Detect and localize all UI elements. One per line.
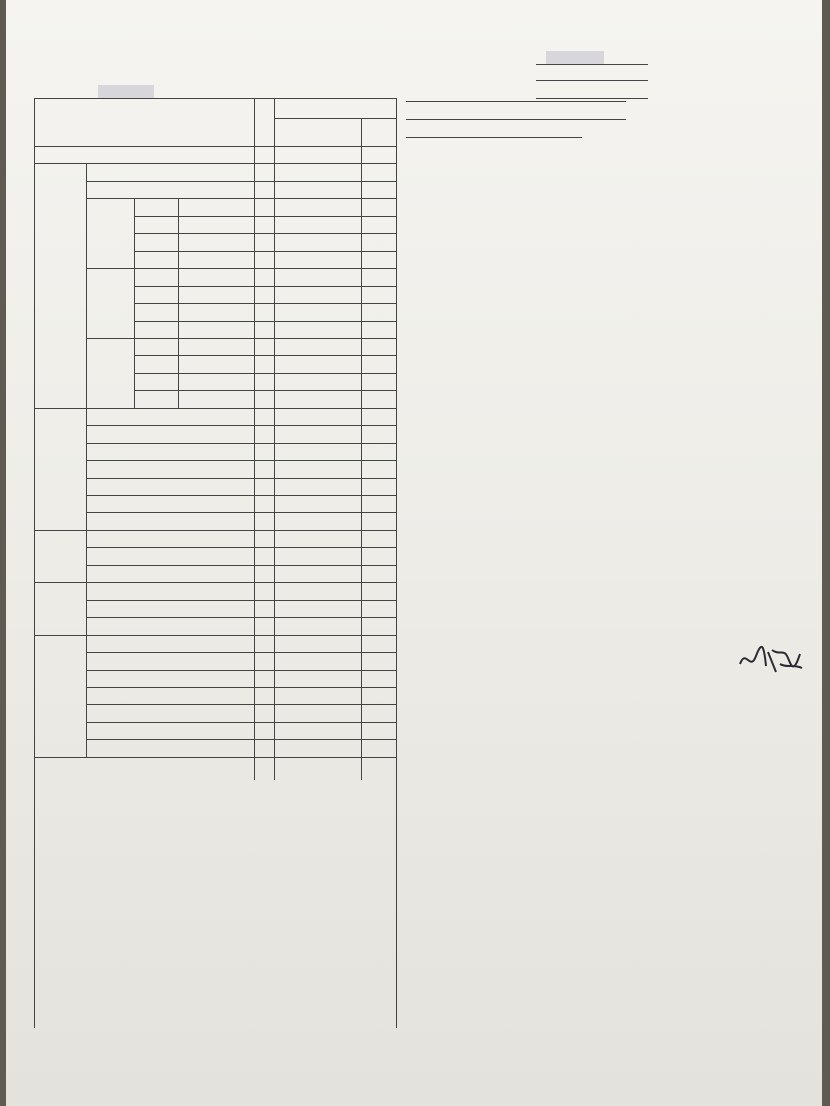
table-grid-line [86, 704, 396, 705]
sampling-date-field [406, 126, 582, 142]
table-grid-line [134, 321, 396, 322]
table-grid-line [34, 757, 396, 758]
table-grid-line [86, 652, 396, 653]
table-grid-line [34, 408, 396, 409]
table-grid-line [86, 635, 87, 757]
table-grid-line [134, 233, 396, 234]
sampling-date-value [406, 137, 582, 138]
table-grid-line [86, 443, 396, 444]
table-grid-line [86, 512, 396, 513]
table-grid-line [34, 98, 396, 99]
table-grid-line [134, 390, 396, 391]
signature-scribble [736, 642, 806, 682]
table-grid-line [86, 425, 396, 426]
table-grid-line [34, 582, 396, 583]
redaction-mask [546, 51, 604, 64]
table-grid-line [34, 530, 396, 531]
table-grid-line [86, 460, 396, 461]
table-grid-line [134, 355, 396, 356]
hospital-branch-field [406, 90, 626, 106]
table-grid-line [134, 286, 396, 287]
table-grid-line [178, 198, 179, 408]
table-grid-line [86, 687, 396, 688]
table-grid-line [254, 98, 255, 780]
report-page [6, 0, 822, 1106]
table-grid-line [86, 198, 396, 199]
table-grid-line [86, 478, 396, 479]
diagnosis-field [406, 108, 626, 124]
table-grid-line [86, 600, 396, 601]
table-grid-line [134, 251, 396, 252]
table-grid-line [86, 617, 396, 618]
table-grid-line [396, 98, 397, 1028]
table-grid-line [86, 268, 396, 269]
admission-no-field [536, 50, 648, 65]
category-no-value [536, 68, 648, 81]
table-grid-line [86, 163, 87, 635]
doctor-sign-field [544, 654, 552, 670]
table-grid-line [34, 635, 396, 636]
table-grid-line [86, 739, 396, 740]
table-grid-line [361, 118, 362, 780]
table-grid-line [34, 98, 35, 1028]
table-grid-line [86, 338, 396, 339]
table-grid-line [34, 163, 396, 164]
department-field [90, 68, 112, 82]
table-grid-line [134, 373, 396, 374]
table-grid-line [86, 181, 396, 182]
table-grid-line [134, 216, 396, 217]
name-redaction-mask [98, 85, 154, 98]
table-grid-line [86, 547, 396, 548]
hospital-branch-value [406, 101, 626, 102]
table-grid-line [134, 303, 396, 304]
patient-name-field [90, 84, 154, 98]
table-grid-line [34, 146, 396, 147]
table-grid-line [134, 198, 135, 408]
age-field [234, 84, 280, 98]
diagnosis-value [406, 119, 626, 120]
table-grid-line [86, 565, 396, 566]
table-grid-line [86, 495, 396, 496]
category-no-field [536, 68, 648, 84]
admission-no-value [536, 50, 648, 65]
table-grid-line [86, 670, 396, 671]
table-grid-line [86, 722, 396, 723]
table-grid-line [274, 98, 275, 780]
table-grid-line [274, 118, 396, 119]
